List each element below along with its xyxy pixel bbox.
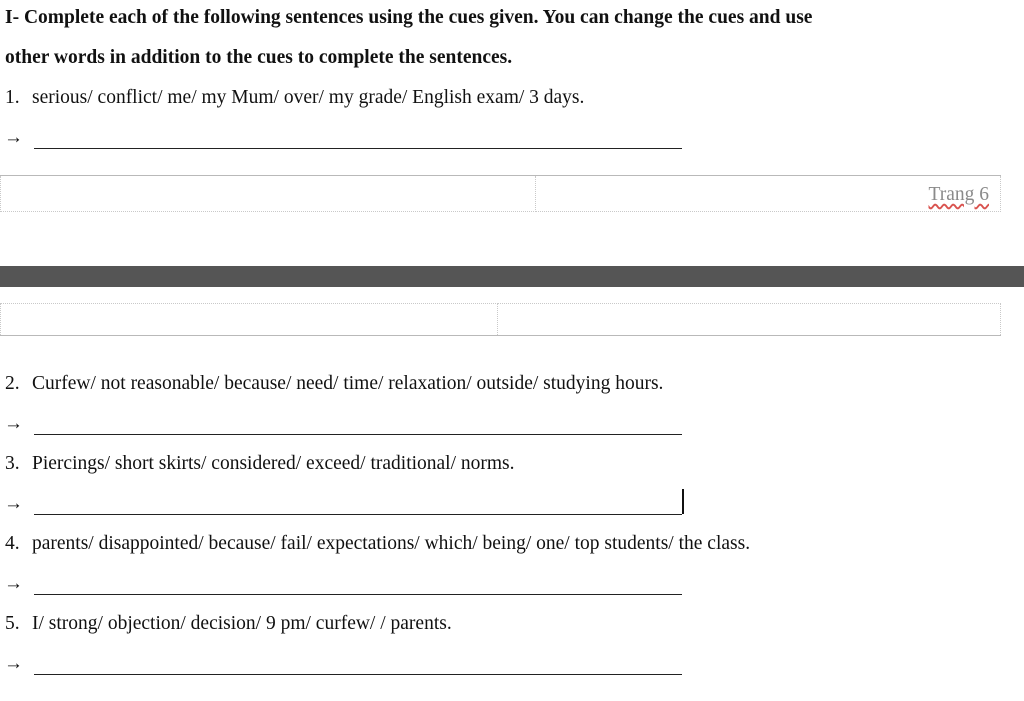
question-number: 2. (5, 373, 20, 394)
arrow-icon: → (4, 413, 23, 434)
question-text: I/ strong/ objection/ decision/ 9 pm/ curfew/ / parents. (32, 613, 452, 634)
instructions-line-2: other words in addition to the cues to complete the sentences. (5, 47, 513, 68)
answer-line-2[interactable] (34, 434, 682, 435)
arrow-icon: → (4, 653, 23, 674)
header-left-cell (0, 303, 498, 335)
arrow-icon: → (4, 493, 23, 514)
header-bottom-border (0, 335, 1001, 336)
arrow-icon: → (4, 573, 23, 594)
arrow-icon: → (4, 127, 23, 148)
question-number: 1. (5, 87, 20, 108)
instructions-line-1: I- Complete each of the following sentences using the cues given. You can change the cues and use (5, 7, 813, 28)
answer-line-5[interactable] (34, 674, 682, 675)
page-separator (0, 266, 1024, 287)
answer-line-4[interactable] (34, 594, 682, 595)
question-text: Piercings/ short skirts/ considered/ exceed/ traditional/ norms. (32, 453, 515, 474)
text-cursor (682, 489, 684, 514)
question-2 (5, 374, 663, 394)
question-text: parents/ disappointed/ because/ fail/ expectations/ which/ being/ one/ top students/ the class. (32, 533, 751, 554)
footer-left-cell (0, 176, 536, 212)
question-text: serious/ conflict/ me/ my Mum/ over/ my grade/ English exam/ 3 days. (32, 87, 585, 108)
page-number: Trang 6 (928, 184, 989, 205)
question-3 (5, 454, 515, 474)
question-number: 4. (5, 533, 20, 554)
question-number: 3. (5, 453, 20, 474)
question-5 (5, 614, 452, 634)
question-number: 5. (5, 613, 20, 634)
answer-line-3[interactable] (34, 514, 682, 515)
question-text: Curfew/ not reasonable/ because/ need/ time/ relaxation/ outside/ studying hours. (32, 373, 664, 394)
header-right-cell (497, 303, 1001, 335)
answer-line-1[interactable] (34, 148, 682, 149)
question-4 (5, 534, 750, 554)
question-1 (5, 88, 584, 108)
